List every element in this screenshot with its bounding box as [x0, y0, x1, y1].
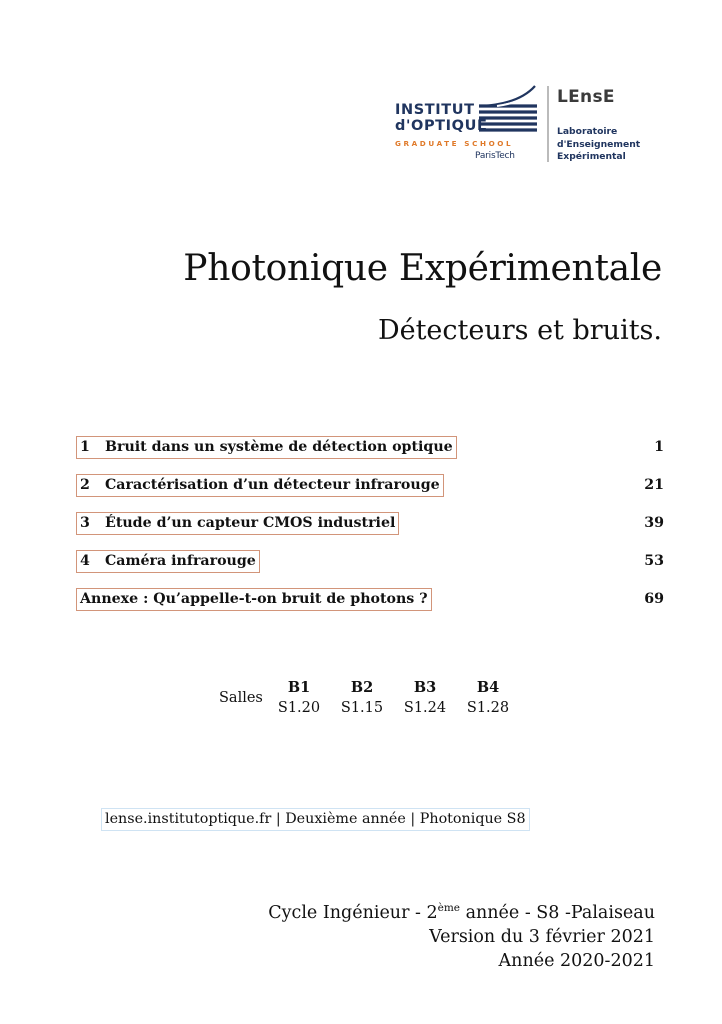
- logo-divider: [547, 86, 549, 162]
- cycle-text-post: année - S8 -Palaiseau: [460, 903, 655, 923]
- course-cycle-line: [268, 901, 655, 925]
- rooms-column: [395, 678, 455, 718]
- toc-number: 4: [80, 553, 90, 569]
- rooms-column: [332, 678, 392, 718]
- lense-sub-line1: Laboratoire: [557, 126, 618, 137]
- cycle-text-pre: Cycle Ingénieur - 2: [268, 903, 438, 923]
- toc-label: Caractérisation d’un détecteur infrarouge: [105, 477, 440, 493]
- rooms-column-room: S1.15: [340, 700, 384, 716]
- toc-label: Caméra infrarouge: [105, 553, 256, 569]
- rooms-column-head: B4: [476, 679, 500, 696]
- toc-number: 3: [80, 515, 90, 531]
- toc-row: [76, 550, 664, 588]
- logo-paristech-text: ParisTech: [475, 151, 515, 161]
- toc-row: [76, 474, 664, 512]
- rooms-column: [458, 678, 518, 718]
- rooms-column-room: S1.24: [403, 700, 447, 716]
- toc-page-number: 39: [644, 515, 664, 531]
- document-title: Photonique Expérimentale: [183, 248, 662, 289]
- toc-link-chapter-4[interactable]: [76, 550, 260, 573]
- lense-logo-title: LEnsE: [557, 87, 615, 107]
- toc-page-number: 69: [644, 591, 664, 607]
- rooms-label: Salles: [219, 690, 263, 706]
- toc-label: Annexe : Qu’appelle-t-on bruit de photons ?: [80, 591, 428, 607]
- rooms-column: [269, 678, 329, 718]
- toc-page-number: 1: [654, 439, 664, 455]
- rooms-column-head: B3: [413, 679, 437, 696]
- logo-institut-text: INSTITUT: [395, 102, 475, 118]
- rooms-column-head: B2: [350, 679, 374, 696]
- lense-logo-subtitle: [557, 126, 640, 164]
- version-line: Version du 3 février 2021: [429, 927, 655, 947]
- institut-optique-arcs-icon: [479, 84, 541, 140]
- toc-link-chapter-1[interactable]: [76, 436, 457, 459]
- toc-link-chapter-3[interactable]: [76, 512, 399, 535]
- toc-link-annexe[interactable]: [76, 588, 432, 611]
- course-info: [268, 901, 655, 973]
- logo-optique-text: d'OPTIQUE: [395, 118, 488, 134]
- institut-optique-logo: [395, 84, 540, 166]
- toc-row: [76, 512, 664, 550]
- toc-label: Étude d’un capteur CMOS industriel: [105, 515, 396, 531]
- logo-graduate-school-text: GRADUATE SCHOOL: [395, 139, 514, 148]
- toc-page-number: 21: [644, 477, 664, 493]
- cycle-text-sup: ème: [437, 902, 461, 914]
- rooms-column-head: B1: [287, 679, 311, 696]
- toc-number: 1: [80, 439, 90, 455]
- toc-row: [76, 588, 664, 626]
- rooms-column-room: S1.20: [277, 700, 321, 716]
- header-logo: [395, 84, 645, 166]
- toc-label: Bruit dans un système de détection optique: [105, 439, 453, 455]
- toc-link-chapter-2[interactable]: [76, 474, 444, 497]
- lense-sub-line2: d'Enseignement: [557, 138, 641, 150]
- toc-page-number: 53: [644, 553, 664, 569]
- year-line: Année 2020-2021: [498, 951, 655, 971]
- table-of-contents: [76, 436, 664, 626]
- document-subtitle: Détecteurs et bruits.: [377, 315, 662, 346]
- toc-number: 2: [80, 477, 90, 493]
- course-website-link[interactable]: lense.institutoptique.fr | Deuxième année | Photonique S8: [101, 808, 530, 831]
- toc-row: [76, 436, 664, 474]
- lense-sub-line3: Expérimental: [557, 151, 626, 162]
- rooms-column-room: S1.28: [466, 700, 510, 716]
